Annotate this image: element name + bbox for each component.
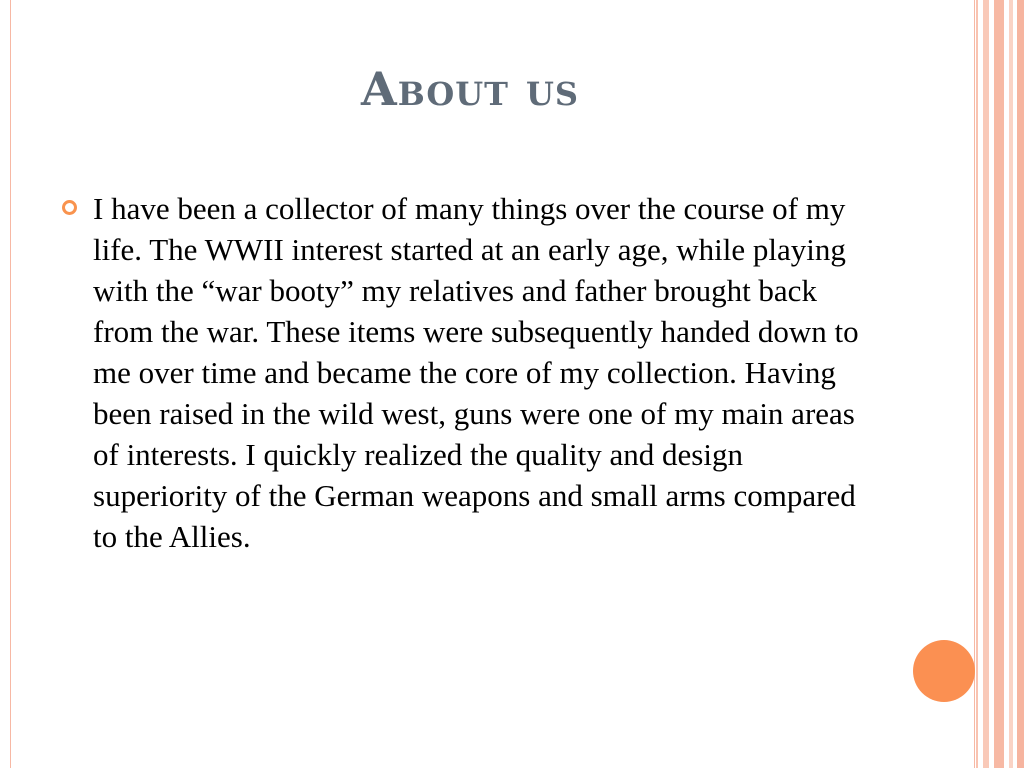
ring-bullet-icon <box>62 200 77 215</box>
stripe <box>994 0 1004 768</box>
stripe <box>983 0 989 768</box>
orange-circle-decoration <box>913 640 975 702</box>
slide-title: About us <box>361 62 579 116</box>
bullet-list <box>62 188 882 557</box>
stripe <box>1009 0 1013 768</box>
bullet-item <box>62 188 882 557</box>
bullet-text: I have been a collector of many things over the course of my life. The WWII interest started at an early age, while playing with the “war booty” my relatives and father brought back from the war. These items were subsequently handed down to me over time and became the core of my collection. Having been raised in the wild west, guns were one of my main areas of interests. I quickly realized the quality and design superiority of the German weapons and small arms compared to the Allies. <box>93 191 859 554</box>
decorative-right-stripes <box>976 0 1024 768</box>
stripe <box>1017 0 1024 768</box>
stripe <box>976 0 978 768</box>
